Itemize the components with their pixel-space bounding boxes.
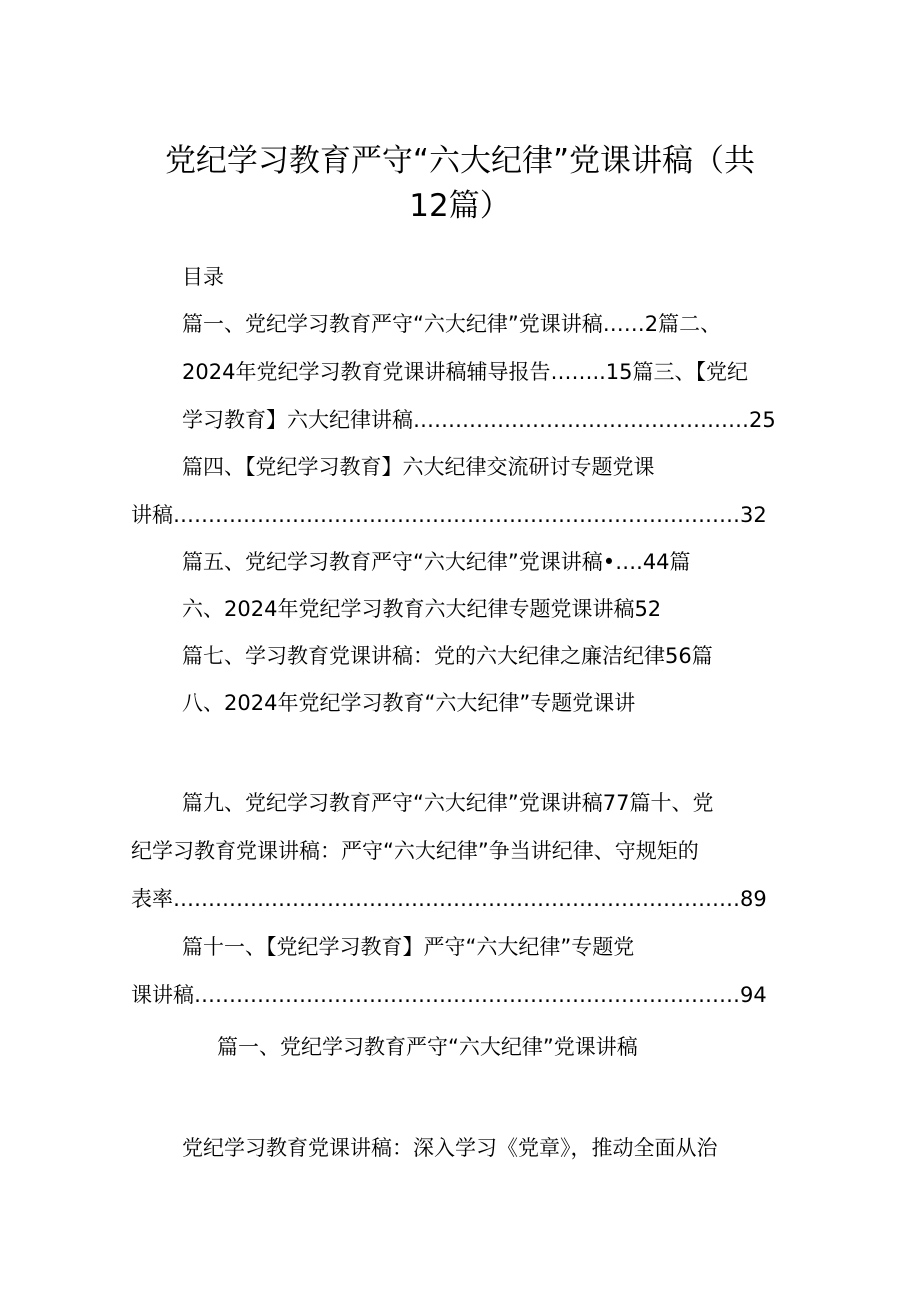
toc-line: 篇七、学习教育党课讲稿：党的六大纪律之廉洁纪律56篇 xyxy=(182,644,713,668)
toc-line: 篇四、【党纪学习教育】六大纪律交流研讨专题党课 xyxy=(182,455,655,479)
toc-line: 学习教育】六大纪律讲稿…………………………………………25 xyxy=(182,408,776,432)
toc-heading: 目录 xyxy=(182,265,224,289)
toc-line: 表率………………………………………………………………………89 xyxy=(131,887,767,911)
toc-line: 纪学习教育党课讲稿：严守“六大纪律”争当讲纪律、守规矩的 xyxy=(131,839,699,863)
toc-line: 讲稿………………………………………………………………………32 xyxy=(131,503,767,527)
body-paragraph-first-line: 党纪学习教育党课讲稿：深入学习《党章》，推动全面从治 xyxy=(182,1136,718,1160)
section-heading: 篇一、党纪学习教育严守“六大纪律”党课讲稿 xyxy=(217,1035,638,1059)
toc-line: 六、2024年党纪学习教育六大纪律专题党课讲稿52 xyxy=(182,597,662,621)
toc-line: 课讲稿……………………………………………………………………94 xyxy=(131,983,767,1007)
document-title-line2: 12篇） xyxy=(409,188,511,224)
toc-line: 篇一、党纪学习教育严守“六大纪律”党课讲稿……2篇二、 xyxy=(182,312,722,336)
toc-line: 篇十一、【党纪学习教育】严守“六大纪律”专题党 xyxy=(182,935,635,959)
toc-line: 八、2024年党纪学习教育“六大纪律”专题党课讲 xyxy=(182,691,636,715)
toc-line: 篇九、党纪学习教育严守“六大纪律”党课讲稿77篇十、党 xyxy=(182,791,714,815)
toc-line: 篇五、党纪学习教育严守“六大纪律”党课讲稿•….44篇 xyxy=(182,550,691,574)
toc-line: 2024年党纪学习教育党课讲稿辅导报告……..15篇三、【党纪 xyxy=(182,360,749,384)
document-title-line1: 党纪学习教育严守“六大纪律”党课讲稿（共 xyxy=(164,143,756,179)
